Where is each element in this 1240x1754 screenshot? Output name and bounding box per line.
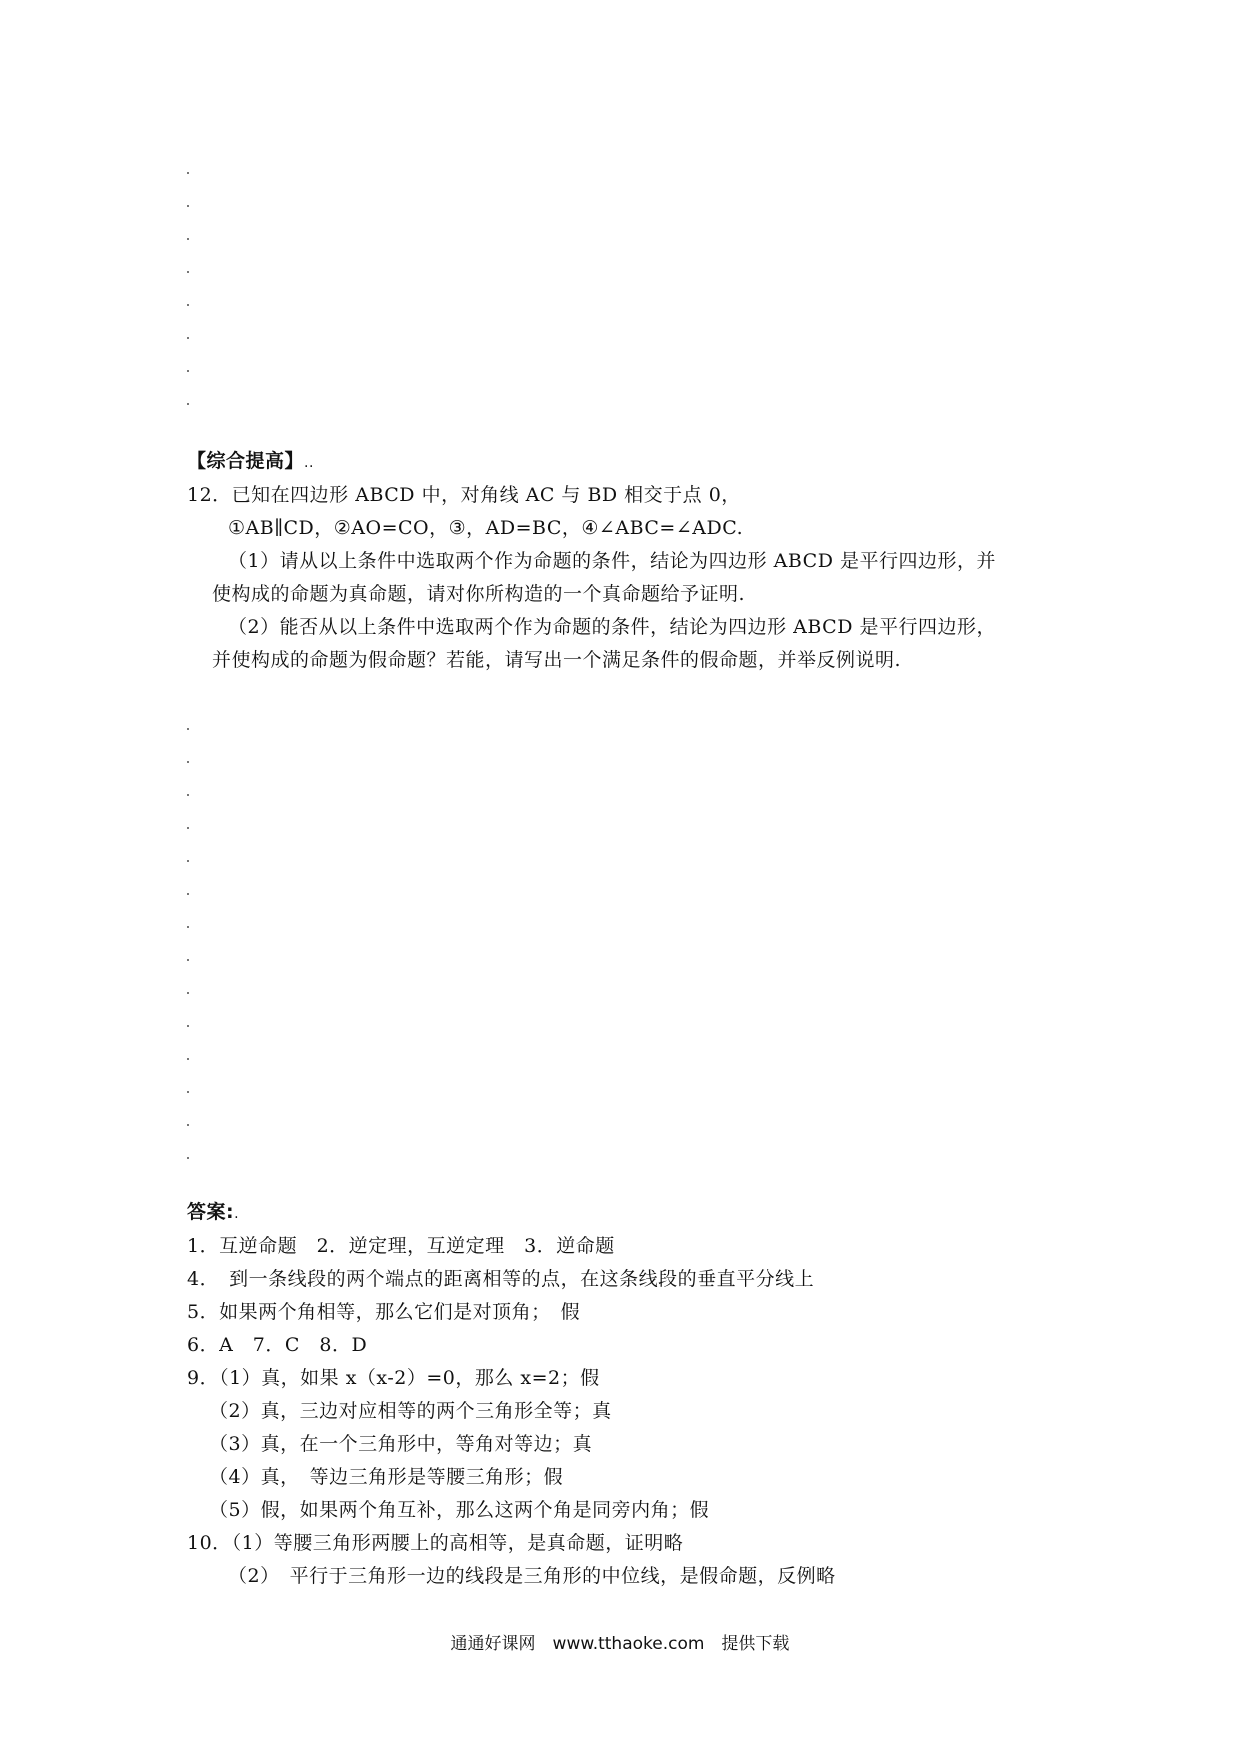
- answer-line: 10．（1）等腰三角形两腰上的高相等，是真命题，证明略: [187, 1532, 684, 1554]
- blank-line-marker: [187, 1058, 189, 1060]
- answer-line: 9．（1）真，如果 x（x-2）=0，那么 x=2；假: [187, 1367, 600, 1389]
- answer-line: 4． 到一条线段的两个端点的距离相等的点，在这条线段的垂直平分线上: [187, 1268, 815, 1290]
- problem-line-6: 并使构成的命题为假命题？若能，请写出一个满足条件的假命题，并举反例说明.: [212, 649, 902, 671]
- blank-line-marker: [187, 304, 189, 306]
- answer-line: （2） 平行于三角形一边的线段是三角形的中位线，是假命题，反例略: [228, 1565, 836, 1587]
- blank-line-marker: [187, 1157, 189, 1159]
- blank-line-marker: [187, 238, 189, 240]
- blank-line-marker: [187, 172, 189, 174]
- section-title-dots: ..: [304, 455, 314, 471]
- problem-line-2: ①AB∥CD，②AO=CO，③，AD=BC，④∠ABC=∠ADC.: [228, 517, 744, 539]
- blank-line-marker: [187, 1091, 189, 1093]
- answers-title: 答案:: [187, 1201, 235, 1223]
- answers-heading: [187, 1200, 239, 1226]
- blank-line-marker: [187, 337, 189, 339]
- blank-line-marker: [187, 728, 189, 730]
- blank-line-marker: [187, 893, 189, 895]
- problem-line-4: 使构成的命题为真命题，请对你所构造的一个真命题给予证明.: [212, 583, 746, 605]
- blank-line-marker: [187, 959, 189, 961]
- blank-line-marker: [187, 403, 189, 405]
- problem-line-5: （2）能否从以上条件中选取两个作为命题的条件，结论为四边形 ABCD 是平行四边形，: [228, 616, 996, 638]
- problem-line-1: 12．已知在四边形 ABCD 中，对角线 AC 与 BD 相交于点 0，: [187, 484, 741, 506]
- answer-line: （2）真，三边对应相等的两个三角形全等；真: [209, 1400, 612, 1422]
- answers-title-dot: .: [234, 1206, 240, 1222]
- answer-line: 6．A 7．C 8．D: [187, 1334, 368, 1356]
- section-heading: [187, 449, 314, 475]
- blank-line-marker: [187, 794, 189, 796]
- blank-line-marker: [187, 926, 189, 928]
- blank-line-marker: [187, 827, 189, 829]
- answer-line: （3）真，在一个三角形中，等角对等边；真: [209, 1433, 593, 1455]
- blank-line-marker: [187, 1025, 189, 1027]
- answer-line: 5．如果两个角相等，那么它们是对顶角； 假: [187, 1301, 581, 1323]
- blank-line-marker: [187, 992, 189, 994]
- answer-line: （5）假，如果两个角互补，那么这两个角是同旁内角；假: [209, 1499, 710, 1521]
- blank-line-marker: [187, 370, 189, 372]
- page-footer: 通通好课网 www.tthaoke.com 提供下载: [450, 1634, 790, 1654]
- answer-line: 1．互逆命题 2．逆定理，互逆定理 3．逆命题: [187, 1235, 615, 1257]
- problem-line-3: （1）请从以上条件中选取两个作为命题的条件，结论为四边形 ABCD 是平行四边形，并: [228, 550, 996, 572]
- blank-line-marker: [187, 205, 189, 207]
- blank-line-marker: [187, 860, 189, 862]
- answer-line: （4）真， 等边三角形是等腰三角形；假: [209, 1466, 564, 1488]
- section-title: 【综合提高】: [187, 450, 305, 472]
- blank-line-marker: [187, 271, 189, 273]
- blank-line-marker: [187, 1124, 189, 1126]
- blank-line-marker: [187, 761, 189, 763]
